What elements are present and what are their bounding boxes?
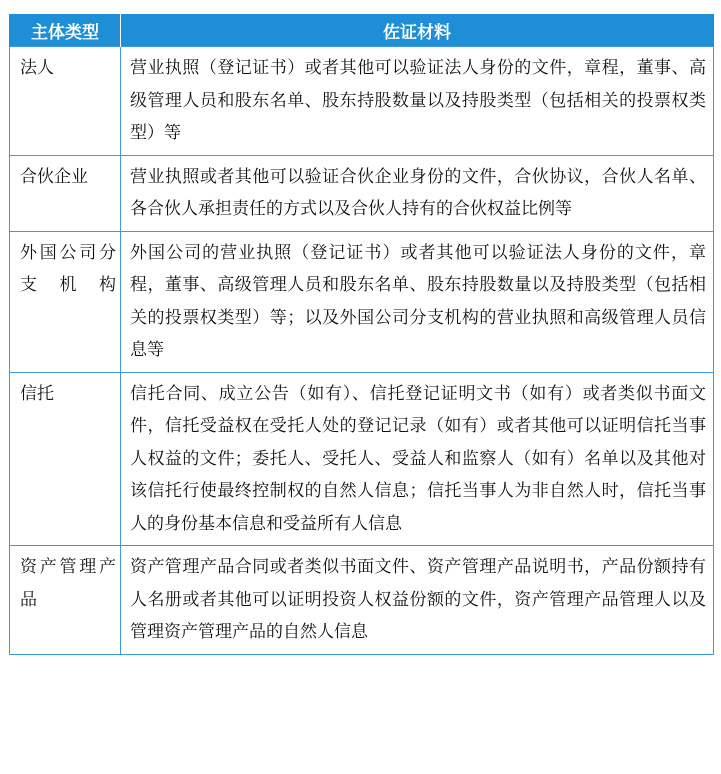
table-row bbox=[10, 546, 714, 655]
entity-type-cell: 合伙企业 bbox=[10, 155, 121, 231]
supporting-materials-cell: 营业执照（登记证书）或者其他可以验证法人身份的文件，章程，董事、高级管理人员和股东名单、股东持股数量以及持股类型（包括相关的投票权类型）等 bbox=[121, 47, 714, 156]
supporting-materials-cell: 营业执照或者其他可以验证合伙企业身份的文件，合伙协议，合伙人名单、各合伙人承担责任的方式以及合伙人持有的合伙权益比例等 bbox=[121, 155, 714, 231]
table-row bbox=[10, 372, 714, 546]
supporting-materials-cell: 资产管理产品合同或者类似书面文件、资产管理产品说明书，产品份额持有人名册或者其他可以证明投资人权益份额的文件，资产管理产品管理人以及管理资产管理产品的自然人信息 bbox=[121, 546, 714, 655]
table-row bbox=[10, 155, 714, 231]
table-header-row bbox=[10, 14, 714, 47]
column-header-supporting-materials: 佐证材料 bbox=[121, 14, 714, 47]
supporting-materials-cell: 信托合同、成立公告（如有）、信托登记证明文书（如有）或者类似书面文件，信托受益权在受托人处的登记记录（如有）或者其他可以证明信托当事人权益的文件；委托人、受托人、受益人和监察人（如有）名单以及其他对该信托行使最终控制权的自然人信息；信托当事人为非自然人时，信托当事人的身份基本信息和受益所有人信息 bbox=[121, 372, 714, 546]
entity-type-cell: 信托 bbox=[10, 372, 121, 546]
supporting-materials-cell: 外国公司的营业执照（登记证书）或者其他可以验证法人身份的文件，章程，董事、高级管理人员和股东名单、股东持股数量以及持股类型（包括相关的投票权类型）等；以及外国公司分支机构的营业执照和高级管理人员信息等 bbox=[121, 231, 714, 372]
evidence-materials-table bbox=[9, 14, 714, 655]
entity-type-cell: 法人 bbox=[10, 47, 121, 156]
table-row bbox=[10, 231, 714, 372]
entity-type-cell: 外国公司分支机构 bbox=[10, 231, 121, 372]
entity-type-cell: 资产管理产品 bbox=[10, 546, 121, 655]
table-row bbox=[10, 47, 714, 156]
column-header-entity-type: 主体类型 bbox=[10, 14, 121, 47]
